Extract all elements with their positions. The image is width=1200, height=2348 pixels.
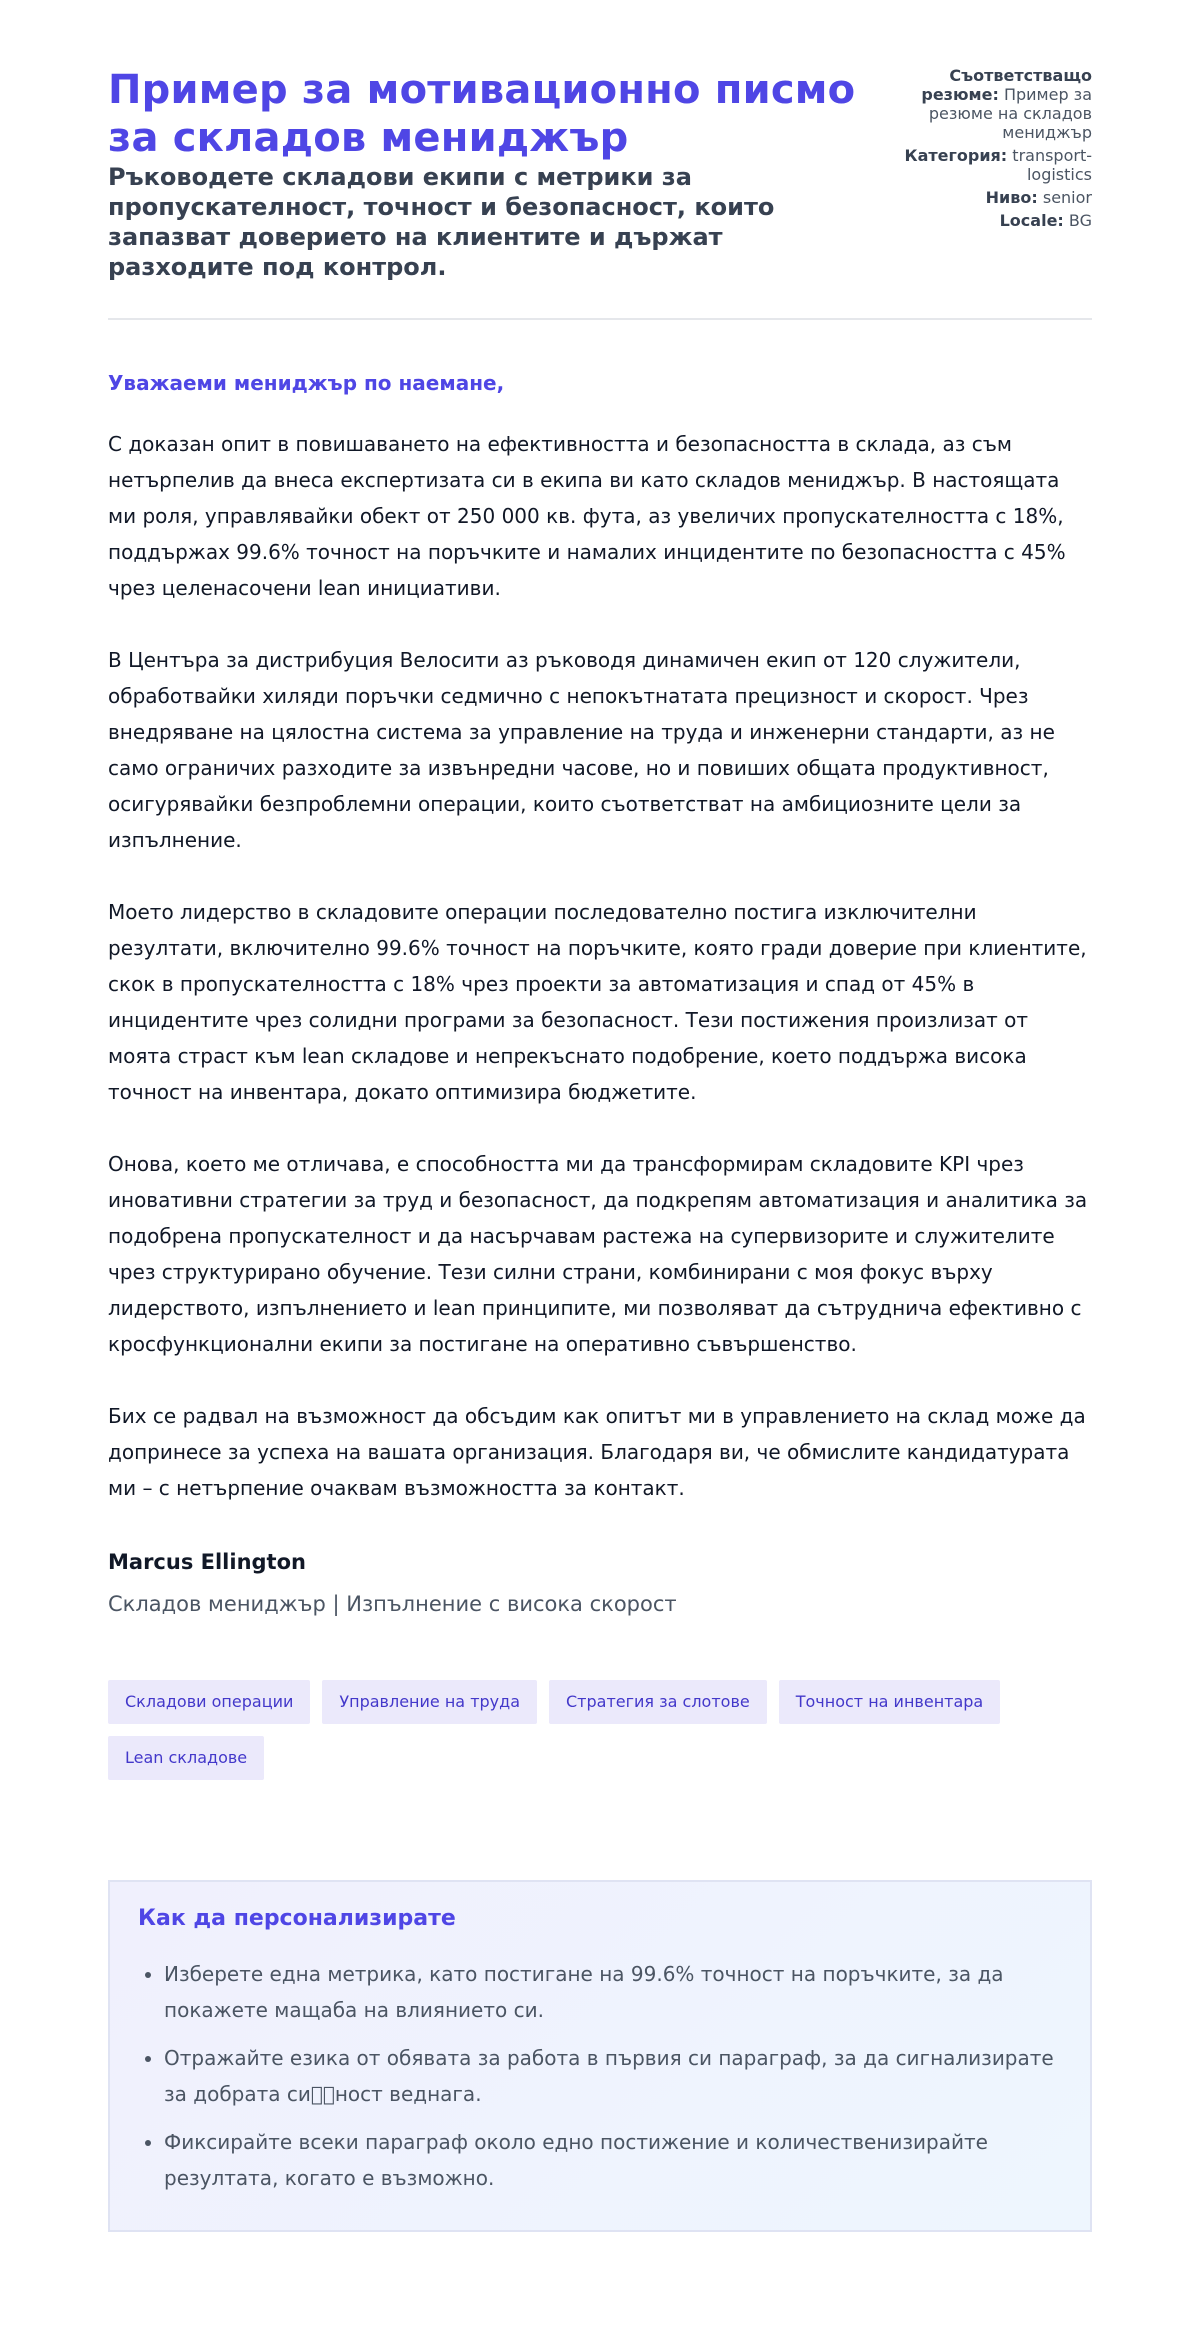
meta-panel	[892, 66, 1092, 234]
tips-title: Как да персонализирате	[138, 1906, 456, 1931]
skill-tag[interactable]: Lean складове	[108, 1736, 264, 1780]
meta-category	[892, 146, 1092, 184]
meta-level-value: senior	[1042, 188, 1092, 207]
meta-category-label: Категория:	[904, 146, 1008, 165]
meta-level-label: Ниво:	[985, 188, 1038, 207]
skill-tag[interactable]: Управление на труда	[322, 1680, 537, 1724]
letter-greeting: Уважаеми мениджър по наемане,	[108, 371, 505, 395]
meta-resume	[892, 66, 1092, 142]
meta-locale	[892, 211, 1092, 230]
skill-tag[interactable]: Складови операции	[108, 1680, 310, 1724]
letter-paragraph: Онова, което ме отличава, е способността ми да трансформирам складовите KPI чрез иновативни стратегии за труд и безопасност, да подкрепям автоматизация и аналитика за подобрена пропускателност и да насърчавам растежа на супервизорите и служителите чрез структурирано обучение. Тези силни страни, комбинирани с моя фокус върху лидерството, изпълнението и lean принципите, ми позволяват да сътруднича ефективно с кросфункционални екипи за постигане на оперативно съвършенство.	[108, 1152, 1088, 1356]
page-header	[108, 66, 1092, 320]
tips-list	[138, 1956, 1062, 2196]
letter-paragraph: С доказан опит в повишаването на ефективността и безопасността в склада, аз съм нетърпелив да внеса експертизата си в екипа ви като складов мениджър. В настоящата ми роля, управлявайки обект от 250 000 кв. фута, аз увеличих пропускателността с 18%, поддържах 99.6% точност на поръчките и намалих инцидентите по безопасността с 45% чрез целенасочени lean инициативи.	[108, 432, 1066, 600]
meta-resume-label: Съответстващо резюме:	[921, 66, 1092, 104]
letter-paragraph: Бих се радвал на възможност да обсъдим как опитът ми в управлението на склад може да допринесе за успеха на вашата организация. Благодаря ви, че обмислите кандидатурата ми – с нетърпение очаквам възможността за контакт.	[108, 1404, 1086, 1500]
tip-item: • Изберете една метрика, като постигане на 99.6% точност на поръчките, за да покажете мащаба на влиянието си.	[164, 1956, 1062, 2028]
meta-level	[892, 188, 1092, 207]
skill-tags	[108, 1680, 1108, 1780]
tip-item: • Отражайте езика от обявата за работа в първия си параграф, за да сигнализирате за добрата си  ност веднага.	[164, 2040, 1062, 2112]
signature-block	[108, 1548, 1092, 1618]
signature-name: Marcus Ellington	[108, 1550, 306, 1574]
meta-locale-label: Locale:	[999, 211, 1064, 230]
letter-paragraph: Моето лидерство в складовите операции последователно постига изключителни резултати, включително 99.6% точност на поръчките, която гради доверие при клиентите, скок в пропускателността с 18% чрез проекти за автоматизация и спад от 45% в инцидентите чрез солидни програми за безопасност. Тези постижения произлизат от моята страст към lean складове и непрекъснато подобрение, което поддържа висока точност на инвентара, докато оптимизира бюджетите.	[108, 900, 1087, 1104]
letter-paragraph: В Центъра за дистрибуция Велосити аз ръководя динамичен екип от 120 служители, обработвайки хиляди поръчки седмично с непокътнатата прецизност и скорост. Чрез внедряване на цялостна система за управление на труда и инженерни стандарти, аз не само ограничих разходите за извънредни часове, но и повиших общата продуктивност, осигурявайки безпроблемни операции, които съответстват на амбициозните цели за изпълнение.	[108, 648, 1055, 852]
meta-locale-value: BG	[1068, 211, 1092, 230]
page-subtitle: Ръководете складови екипи с метрики за пропускателност, точност и безопасност, които запазват доверието на клиентите и държат разходите под контрол.	[108, 163, 775, 281]
meta-resume-value: Пример за резюме на складов мениджър	[928, 85, 1092, 142]
customization-tips	[108, 1880, 1092, 2232]
letter-body	[108, 426, 1092, 1506]
tip-item: • Фиксирайте всеки параграф около едно постижение и количественизирайте резултата, когато е възможно.	[164, 2124, 1062, 2196]
meta-category-value: transport-logistics	[1012, 146, 1092, 184]
skill-tag[interactable]: Точност на инвентара	[779, 1680, 1001, 1724]
signature-title: Складов мениджър | Изпълнение с висока скорост	[108, 1592, 677, 1616]
header-title-block	[108, 66, 868, 282]
page-title: Пример за мотивационно писмо за складов мениджър	[108, 67, 856, 161]
skill-tag[interactable]: Стратегия за слотове	[549, 1680, 767, 1724]
